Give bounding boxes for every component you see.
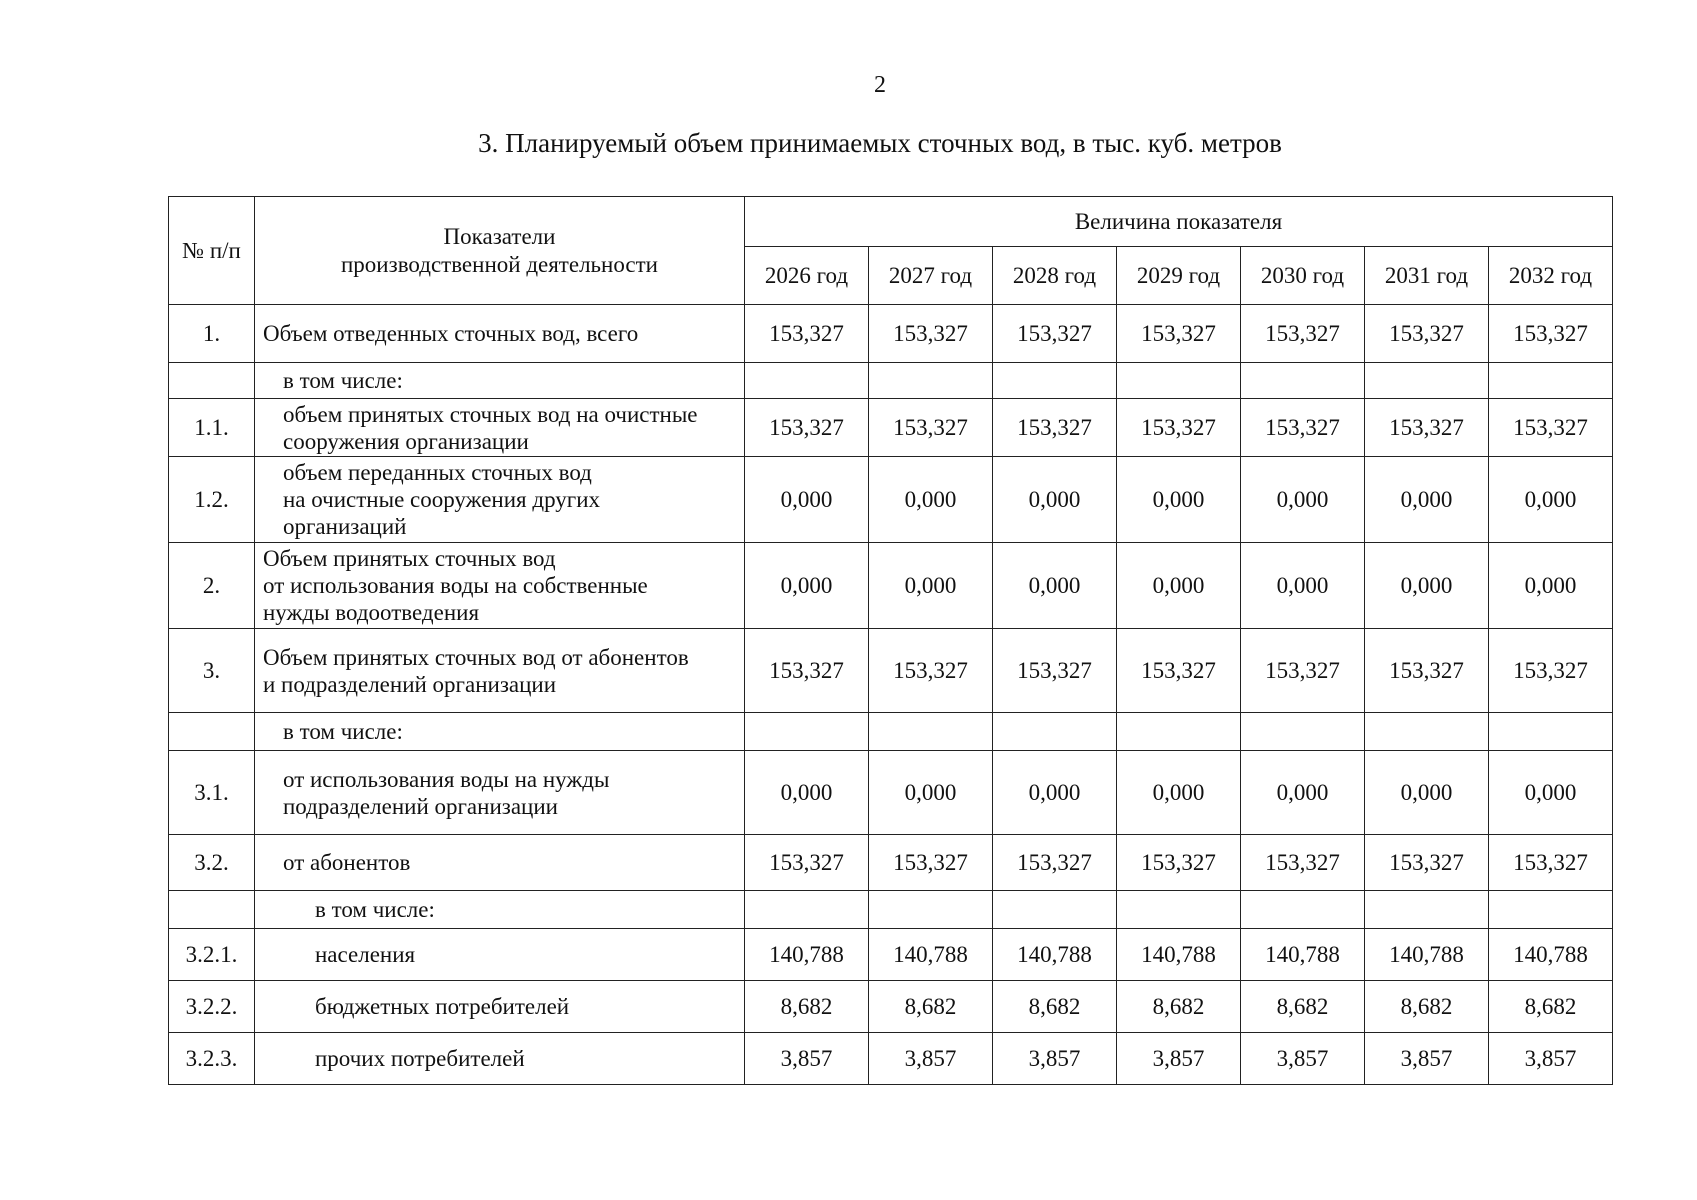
header-year: 2029 год	[1117, 247, 1241, 305]
row-value: 153,327	[993, 629, 1117, 713]
row-value	[1117, 363, 1241, 399]
row-value: 3,857	[1241, 1033, 1365, 1085]
row-value	[993, 891, 1117, 929]
row-value: 0,000	[1365, 751, 1489, 835]
row-value: 3,857	[1365, 1033, 1489, 1085]
page-number: 2	[874, 72, 886, 98]
row-number: 3.2.1.	[169, 929, 255, 981]
header-year: 2030 год	[1241, 247, 1365, 305]
row-number	[169, 363, 255, 399]
row-value: 153,327	[993, 835, 1117, 891]
row-value: 0,000	[993, 457, 1117, 543]
table-row	[169, 1033, 1613, 1085]
row-value: 153,327	[1365, 305, 1489, 363]
row-value: 153,327	[745, 629, 869, 713]
row-indicator: объем переданных сточных вод на очистные сооружения других организаций	[255, 457, 745, 543]
row-value: 153,327	[1489, 399, 1613, 457]
row-value: 8,682	[1117, 981, 1241, 1033]
row-value: 140,788	[1489, 929, 1613, 981]
header-year: 2026 год	[745, 247, 869, 305]
row-indicator: от абонентов	[255, 835, 745, 891]
row-value: 3,857	[993, 1033, 1117, 1085]
row-value	[1365, 363, 1489, 399]
row-value: 0,000	[745, 457, 869, 543]
row-value: 153,327	[869, 835, 993, 891]
row-value: 0,000	[869, 457, 993, 543]
row-value	[1489, 891, 1613, 929]
table-row	[169, 399, 1613, 457]
row-indicator: Объем принятых сточных вод от использования воды на собственные нужды водоотведения	[255, 543, 745, 629]
row-indicator: Объем принятых сточных вод от абонентов и подразделений организации	[255, 629, 745, 713]
row-value: 8,682	[869, 981, 993, 1033]
row-value	[1117, 891, 1241, 929]
row-number	[169, 713, 255, 751]
row-indicator: от использования воды на нужды подразделений организации	[255, 751, 745, 835]
row-value: 0,000	[1489, 457, 1613, 543]
row-value	[993, 713, 1117, 751]
row-value	[869, 363, 993, 399]
header-values-group: Величина показателя	[745, 197, 1613, 247]
row-value	[1241, 363, 1365, 399]
table-row	[169, 543, 1613, 629]
table-row	[169, 929, 1613, 981]
row-value: 0,000	[1117, 543, 1241, 629]
row-value: 153,327	[1241, 399, 1365, 457]
row-value: 153,327	[1489, 305, 1613, 363]
row-value	[1365, 891, 1489, 929]
row-number: 3.2.2.	[169, 981, 255, 1033]
table-row	[169, 305, 1613, 363]
row-value: 140,788	[1241, 929, 1365, 981]
row-value: 153,327	[1241, 305, 1365, 363]
row-value	[745, 891, 869, 929]
row-value: 140,788	[1117, 929, 1241, 981]
row-value: 153,327	[993, 399, 1117, 457]
row-value: 0,000	[869, 543, 993, 629]
row-value: 8,682	[1489, 981, 1613, 1033]
row-indicator: бюджетных потребителей	[255, 981, 745, 1033]
row-value: 153,327	[1117, 835, 1241, 891]
row-value	[1489, 713, 1613, 751]
row-value: 8,682	[745, 981, 869, 1033]
header-year: 2028 год	[993, 247, 1117, 305]
row-value: 8,682	[1241, 981, 1365, 1033]
row-indicator: Объем отведенных сточных вод, всего	[255, 305, 745, 363]
row-value	[745, 363, 869, 399]
row-value: 153,327	[1117, 399, 1241, 457]
row-number: 1.	[169, 305, 255, 363]
row-number: 3.2.	[169, 835, 255, 891]
header-indicator	[255, 197, 745, 305]
row-value: 153,327	[869, 629, 993, 713]
row-indicator: в том числе:	[255, 363, 745, 399]
table-row	[169, 751, 1613, 835]
header-indicator-label: Показатели производственной деятельности	[341, 223, 658, 277]
row-number: 1.2.	[169, 457, 255, 543]
row-value	[993, 363, 1117, 399]
row-value	[869, 891, 993, 929]
row-number	[169, 891, 255, 929]
row-value: 0,000	[1241, 751, 1365, 835]
row-value	[1241, 891, 1365, 929]
row-value: 0,000	[1117, 751, 1241, 835]
table-row	[169, 713, 1613, 751]
row-value: 3,857	[745, 1033, 869, 1085]
row-value: 140,788	[993, 929, 1117, 981]
row-value: 153,327	[1117, 629, 1241, 713]
row-value: 153,327	[745, 305, 869, 363]
table-row	[169, 363, 1613, 399]
row-number: 3.	[169, 629, 255, 713]
row-number: 3.1.	[169, 751, 255, 835]
row-value: 153,327	[1365, 835, 1489, 891]
row-value: 0,000	[745, 543, 869, 629]
header-year: 2032 год	[1489, 247, 1613, 305]
data-table	[168, 196, 1613, 1085]
row-value: 153,327	[1365, 629, 1489, 713]
row-value	[869, 713, 993, 751]
row-number: 2.	[169, 543, 255, 629]
row-value: 3,857	[1489, 1033, 1613, 1085]
row-value: 0,000	[1489, 543, 1613, 629]
row-value: 0,000	[1365, 457, 1489, 543]
row-indicator: населения	[255, 929, 745, 981]
row-value: 153,327	[1241, 835, 1365, 891]
document-title: 3. Планируемый объем принимаемых сточных вод, в тыс. куб. метров	[478, 128, 1282, 158]
row-value: 153,327	[745, 399, 869, 457]
table-row	[169, 981, 1613, 1033]
row-value: 0,000	[745, 751, 869, 835]
row-value: 153,327	[1117, 305, 1241, 363]
row-value	[745, 713, 869, 751]
table-row	[169, 891, 1613, 929]
row-value: 153,327	[1241, 629, 1365, 713]
row-value	[1489, 363, 1613, 399]
row-value: 140,788	[869, 929, 993, 981]
row-value: 153,327	[993, 305, 1117, 363]
row-value: 8,682	[993, 981, 1117, 1033]
row-value: 153,327	[1489, 629, 1613, 713]
row-value: 0,000	[1365, 543, 1489, 629]
row-value: 0,000	[1241, 543, 1365, 629]
row-value: 3,857	[869, 1033, 993, 1085]
row-value: 0,000	[1117, 457, 1241, 543]
row-value: 140,788	[745, 929, 869, 981]
row-value: 0,000	[993, 751, 1117, 835]
row-value: 0,000	[1489, 751, 1613, 835]
row-indicator: в том числе:	[255, 713, 745, 751]
table-row	[169, 629, 1613, 713]
row-value: 153,327	[869, 305, 993, 363]
row-value: 153,327	[1489, 835, 1613, 891]
row-value: 153,327	[745, 835, 869, 891]
row-value	[1241, 713, 1365, 751]
row-value: 0,000	[1241, 457, 1365, 543]
row-value: 0,000	[993, 543, 1117, 629]
row-value: 8,682	[1365, 981, 1489, 1033]
row-indicator: прочих потребителей	[255, 1033, 745, 1085]
row-value	[1117, 713, 1241, 751]
header-year: 2031 год	[1365, 247, 1489, 305]
row-value: 153,327	[1365, 399, 1489, 457]
row-value: 140,788	[1365, 929, 1489, 981]
row-value: 0,000	[869, 751, 993, 835]
row-indicator: объем принятых сточных вод на очистные сооружения организации	[255, 399, 745, 457]
header-year: 2027 год	[869, 247, 993, 305]
row-number: 1.1.	[169, 399, 255, 457]
table-row	[169, 457, 1613, 543]
header-num: № п/п	[169, 197, 255, 305]
row-indicator: в том числе:	[255, 891, 745, 929]
row-number: 3.2.3.	[169, 1033, 255, 1085]
table-row	[169, 835, 1613, 891]
row-value	[1365, 713, 1489, 751]
row-value: 153,327	[869, 399, 993, 457]
row-value: 3,857	[1117, 1033, 1241, 1085]
